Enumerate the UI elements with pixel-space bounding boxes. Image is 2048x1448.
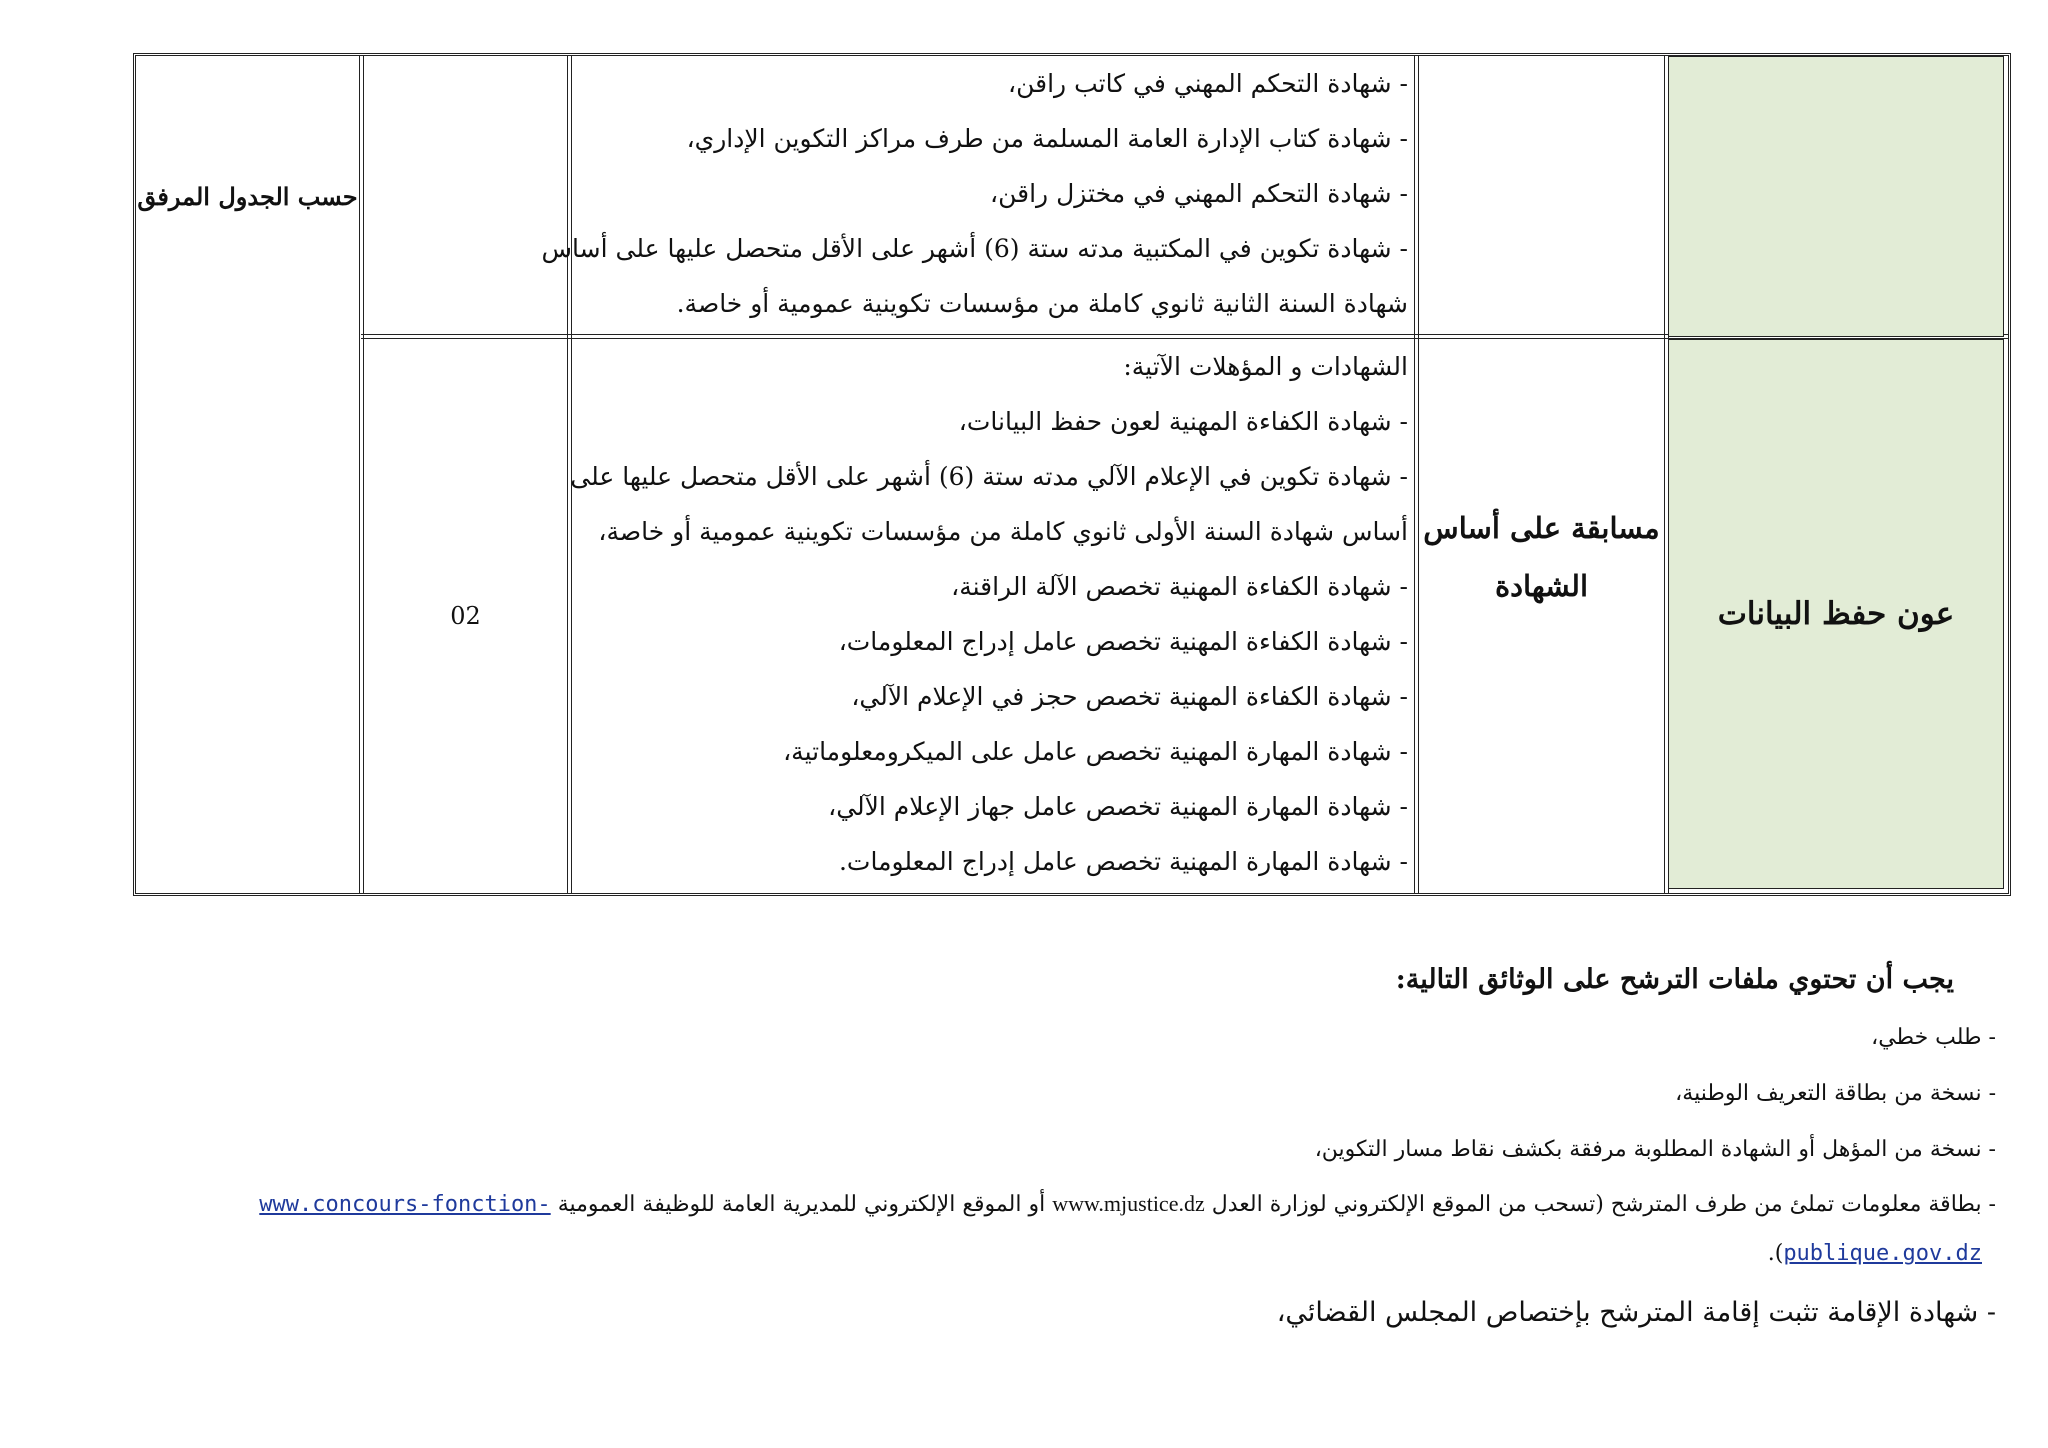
job-title-cell-lower: [1668, 339, 2004, 889]
requirement-item: - شهادة كتاب الإدارة العامة المسلمة من طرف مراكز التكوين الإداري،: [686, 124, 1408, 153]
requirement-item: الشهادات و المؤهلات الآتية:: [1123, 352, 1408, 381]
mjustice-url: www.mjustice.dz: [1052, 1191, 1205, 1216]
requirement-item: - شهادة المهارة المهنية تخصص عامل على الميكرومعلوماتية،: [783, 737, 1408, 766]
exam-location: حسب الجدول المرفق: [137, 181, 358, 211]
document-item-text: أو الموقع الإلكتروني للمديرية العامة للوظيفة العمومية: [557, 1192, 1046, 1217]
document-item: - نسخة من المؤهل أو الشهادة المطلوبة مرفقة بكشف نقاط مسار التكوين،: [1314, 1137, 1996, 1162]
document-item: - نسخة من بطاقة التعريف الوطنية،: [1675, 1081, 1996, 1106]
requirement-item: - شهادة الكفاءة المهنية تخصص حجز في الإعلام الآلي،: [851, 682, 1408, 711]
requirement-item: - شهادة التحكم المهني في كاتب راقن،: [1008, 69, 1408, 98]
required-documents: [36, 950, 1996, 1349]
documents-title: يجب أن تحتوي ملفات الترشح على الوثائق التالية:: [1395, 964, 1954, 995]
requirement-item: - شهادة الكفاءة المهنية تخصص عامل إدراج المعلومات،: [838, 627, 1408, 656]
job-title-cell-upper: [1668, 56, 2004, 337]
requirement-item: - شهادة الكفاءة المهنية تخصص الآلة الراقنة،: [951, 572, 1408, 601]
requirements-list-upper: [542, 56, 1408, 331]
requirement-item: - شهادة تكوين في الإعلام الآلي مدته ستة (6) أشهر على الأقل متحصل عليها على: [570, 462, 1408, 491]
closing-paren: ).: [1767, 1241, 1784, 1266]
requirement-item: - شهادة الكفاءة المهنية لعون حفظ البيانات،: [958, 407, 1408, 436]
documents-list: [36, 1010, 1996, 1349]
concours-url-link[interactable]: www.concours-fonction-: [259, 1192, 551, 1217]
requirement-item: - شهادة تكوين في المكتبية مدته ستة (6) أشهر على الأقل متحصل عليها على أساس: [541, 234, 1408, 263]
recruitment-mode-cell: [1419, 339, 1664, 893]
recruitment-mode-line2: الشهادة: [1494, 569, 1589, 603]
requirement-item: - شهادة المهارة المهنية تخصص عامل جهاز الإعلام الآلي،: [828, 792, 1408, 821]
job-title: عون حفظ البيانات: [1717, 596, 1955, 632]
requirement-item: - شهادة المهارة المهنية تخصص عامل إدراج المعلومات.: [838, 847, 1408, 876]
document-item: - شهادة الإقامة تثبت إقامة المترشح بإختصاص المجلس القضائي،: [1276, 1297, 1996, 1328]
positions-count: 02: [450, 602, 481, 630]
document-item: - طلب خطي،: [1871, 1025, 1996, 1050]
document-item-continuation: [36, 1231, 1996, 1277]
recruitment-mode-line1: مسابقة على أساس: [1423, 511, 1660, 545]
concours-url-link-continued[interactable]: publique.gov.dz: [1783, 1241, 1982, 1266]
recruitment-table: [133, 53, 2011, 896]
requirements-list-lower: [570, 339, 1408, 889]
document-item-text: - بطاقة معلومات تملئ من طرف المترشح (تسحب من الموقع الإلكتروني لوزارة العدل: [1211, 1192, 1996, 1217]
requirement-item: أساس شهادة السنة الأولى ثانوي كاملة من مؤسسات تكوينية عمومية أو خاصة،: [598, 517, 1408, 546]
requirement-item: - شهادة التحكم المهني في مختزل راقن،: [990, 179, 1408, 208]
requirement-item: شهادة السنة الثانية ثانوي كاملة من مؤسسات تكوينية عمومية أو خاصة.: [676, 289, 1408, 318]
document-item: [36, 1178, 1996, 1231]
